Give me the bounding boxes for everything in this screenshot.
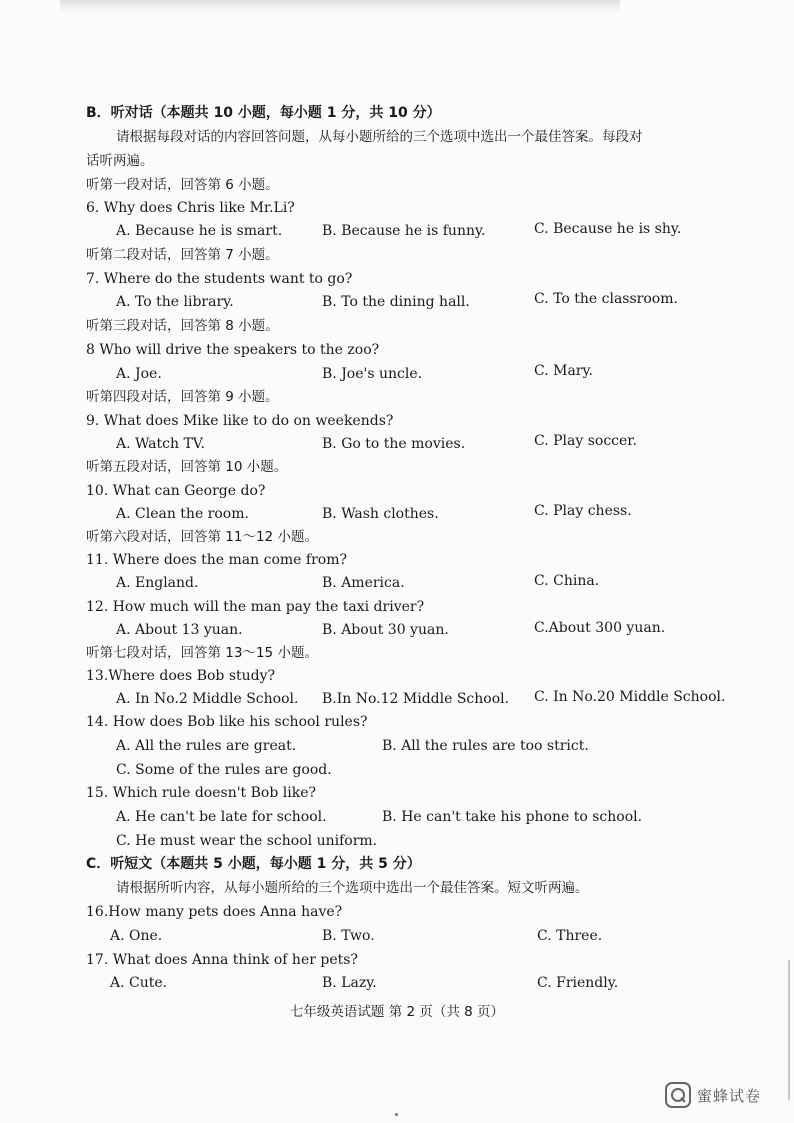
option-c: C. Three. [537,928,603,944]
question: 11. Where does the man come from? [86,552,347,568]
question: 17. What does Anna think of her pets? [86,952,358,968]
option-a: A. About 13 yuan. [116,622,243,638]
section-b-instruction-cont: 话听两遍。 [86,153,154,169]
option-a: A. Cute. [110,975,168,991]
dialogue-prompt: 听第一段对话，回答第 6 小题。 [86,177,279,193]
question: 16.How many pets does Anna have? [86,904,343,920]
option-b: B. To the dining hall. [322,294,470,310]
dialogue-prompt: 听第六段对话，回答第 11～12 小题。 [86,529,318,545]
option-a: A. Clean the room. [116,506,249,522]
option-c: C. Some of the rules are good. [116,762,332,778]
option-a: A. Joe. [116,366,162,382]
option-b: B. About 30 yuan. [322,622,449,638]
option-b: B.In No.12 Middle School. [322,691,510,707]
page-footer: 七年级英语试题 第 2 页（共 8 页） [289,1004,505,1020]
option-a: A. In No.2 Middle School. [116,691,299,707]
option-b: B. He can't take his phone to school. [382,809,643,825]
option-b: B. America. [322,575,405,591]
option-c: C. To the classroom. [534,291,678,307]
option-c: C. Because he is shy. [534,221,682,237]
question: 12. How much will the man pay the taxi driver? [86,599,425,615]
dialogue-prompt: 听第四段对话，回答第 9 小题。 [86,389,279,405]
watermark-logo [665,1080,775,1110]
option-b: B. Wash clothes. [322,506,439,522]
option-a: A. To the library. [116,294,234,310]
option-a: A. Because he is smart. [116,223,283,239]
scan-dot [395,1113,398,1116]
option-c: C. Friendly. [537,975,619,991]
option-a: A. One. [110,928,163,944]
option-a: A. Watch TV. [116,436,205,452]
dialogue-prompt: 听第五段对话，回答第 10 小题。 [86,459,288,475]
option-c: C. China. [534,573,600,589]
option-b: B. Two. [322,928,375,944]
question: 14. How does Bob like his school rules? [86,714,368,730]
dialogue-prompt: 听第三段对话，回答第 8 小题。 [86,318,279,334]
section-c-instruction: 请根据所听内容，从每小题所给的三个选项中选出一个最佳答案。短文听两遍。 [116,880,589,896]
question: 13.Where does Bob study? [86,668,276,684]
question: 9. What does Mike like to do on weekends? [86,413,394,429]
option-c: C. Mary. [534,363,593,379]
question: 15. Which rule doesn't Bob like? [86,785,316,801]
question: 10. What can George do? [86,483,266,499]
option-b: B. Joe's uncle. [322,366,423,382]
bee-logo-icon [665,1082,691,1108]
option-c: C. In No.20 Middle School. [534,689,726,705]
option-a: A. England. [116,575,199,591]
option-c: C. Play chess. [534,503,632,519]
option-b: B. Go to the movies. [322,436,466,452]
option-a: A. All the rules are great. [116,738,297,754]
dialogue-prompt: 听第二段对话，回答第 7 小题。 [86,247,279,263]
section-b-heading: B．听对话（本题共 10 小题，每小题 1 分，共 10 分） [86,105,441,121]
question: 8 Who will drive the speakers to the zoo? [86,342,380,358]
question: 7. Where do the students want to go? [86,271,353,287]
option-b: B. All the rules are too strict. [382,738,589,754]
watermark-text: 蜜蜂试卷 [697,1086,762,1105]
section-b-instruction: 请根据每段对话的内容回答问题，从每小题所给的三个选项中选出一个最佳答案。每段对 [116,129,643,145]
option-c: C. He must wear the school uniform. [116,833,378,849]
option-b: B. Lazy. [322,975,377,991]
option-c: C. Play soccer. [534,433,637,449]
dialogue-prompt: 听第七段对话，回答第 13～15 小题。 [86,645,318,661]
section-c-heading: C．听短文（本题共 5 小题，每小题 1 分，共 5 分） [86,856,421,872]
option-a: A. He can't be late for school. [116,809,327,825]
option-b: B. Because he is funny. [322,223,486,239]
option-c: C.About 300 yuan. [534,620,666,636]
question: 6. Why does Chris like Mr.Li? [86,200,295,216]
